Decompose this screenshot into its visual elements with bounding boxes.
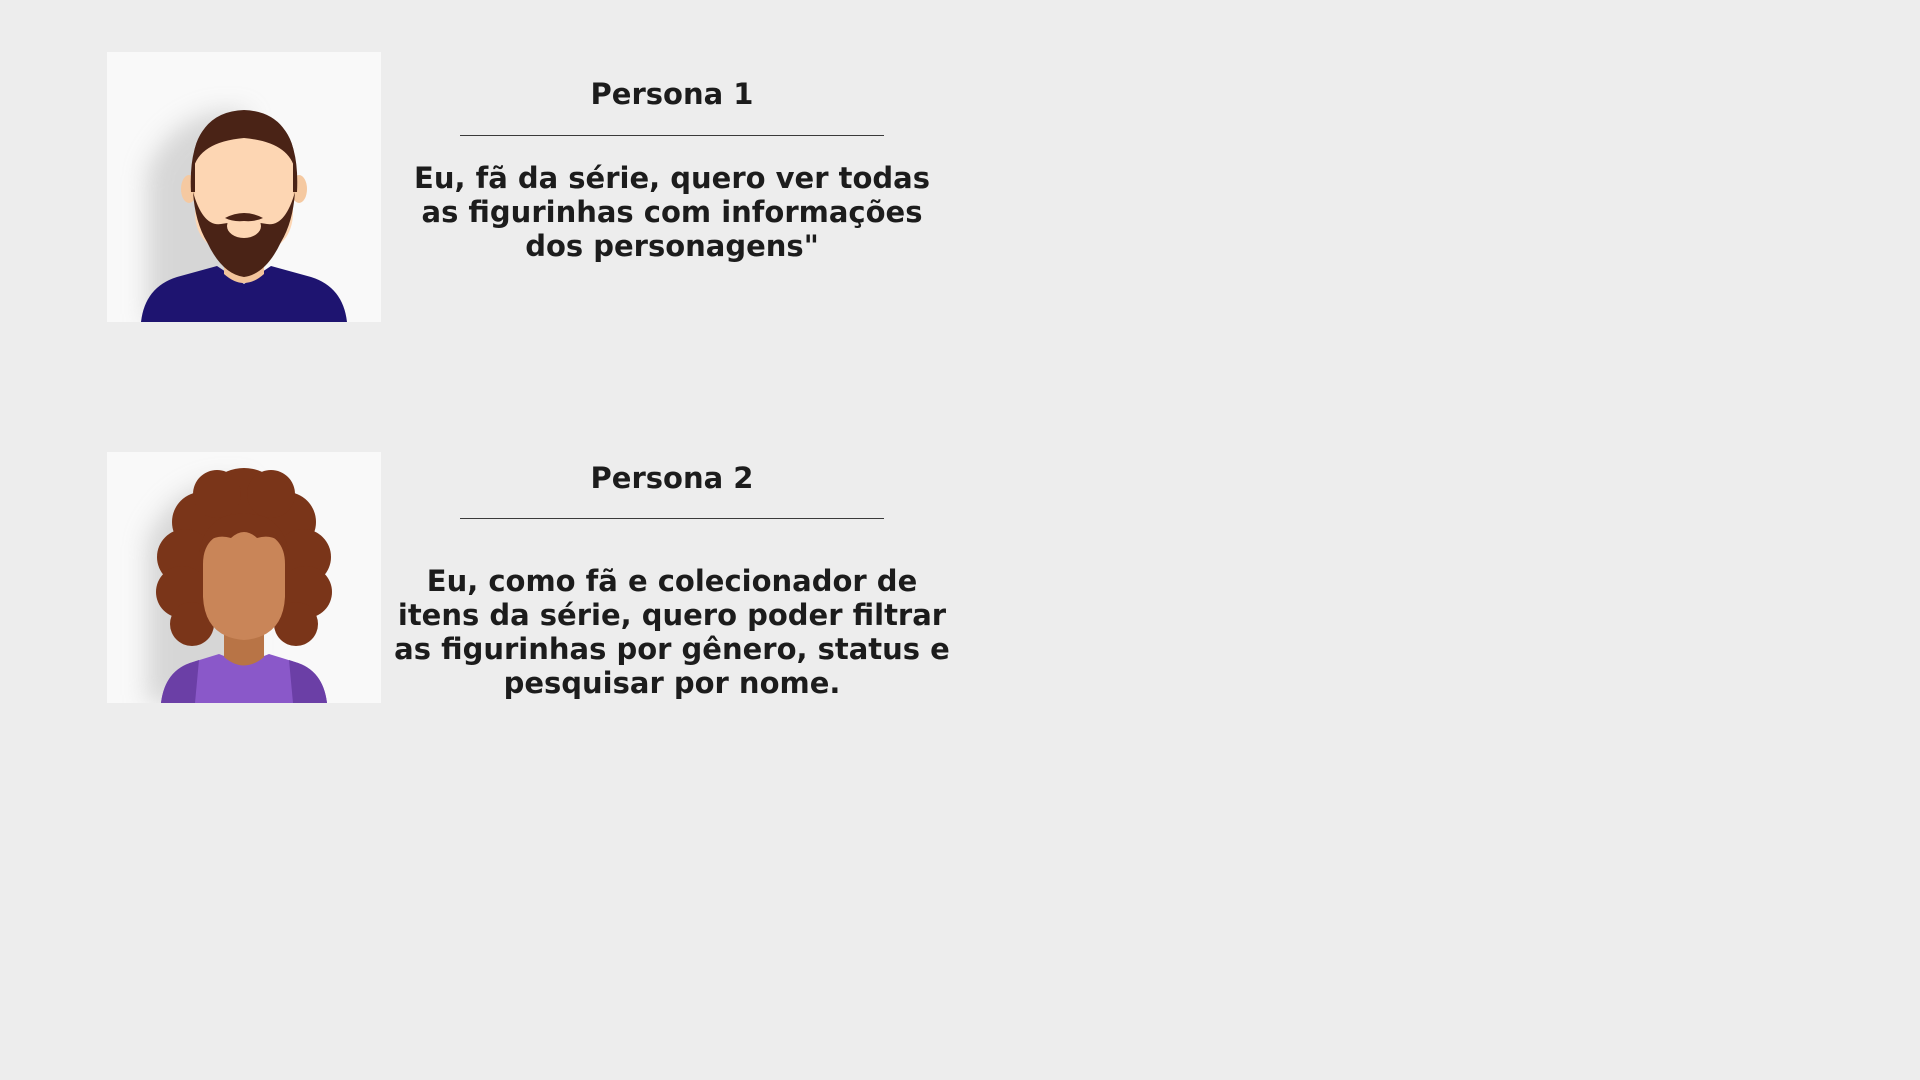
curly-hair-woman-avatar-icon (107, 452, 381, 703)
persona-2-title: Persona 2 (590, 461, 754, 495)
persona-2-divider (460, 518, 884, 519)
persona-1-divider (460, 135, 884, 136)
bearded-man-avatar-icon (107, 52, 381, 322)
persona-1-avatar (107, 52, 381, 322)
persona-2-avatar (107, 452, 381, 703)
persona-2-quote: Eu, como fã e colecionador de itens da série, quero poder filtrar as figurinhas por gênero, status e pesquisar por nome. (394, 564, 950, 700)
persona-1-quote: Eu, fã da série, quero ver todas as figurinhas com informações dos personagens" (414, 161, 930, 263)
persona-1-title: Persona 1 (590, 77, 754, 111)
